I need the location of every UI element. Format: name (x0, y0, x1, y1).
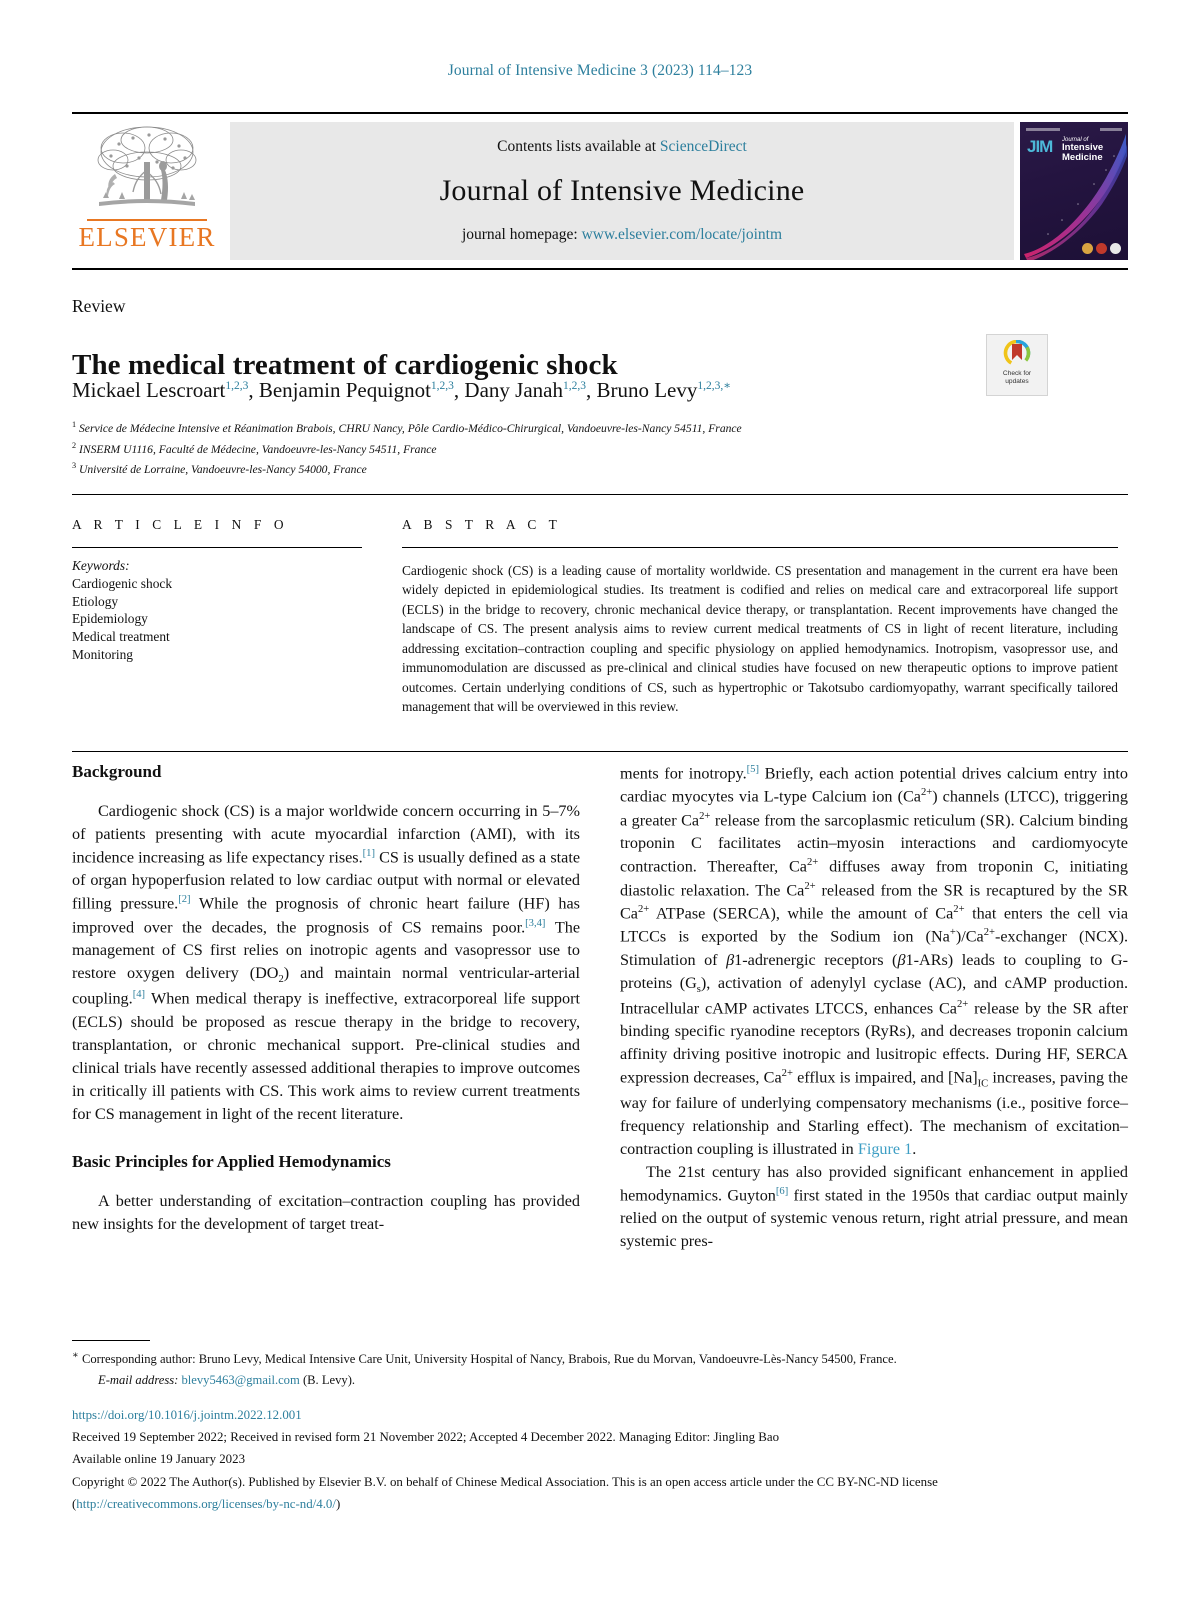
paragraph-guyton: The 21st century has also provided significant enhancement in applied hemodynamics. Guyton[6] first stated in the 1950s that cardiac output mainly relied on the output of systemic venous return, right atrial pressure, and mean systemic pres- (620, 1163, 1128, 1251)
article-type-label: Review (72, 296, 126, 316)
doi-link[interactable]: https://doi.org/10.1016/j.jointm.2022.12.001 (72, 1408, 302, 1422)
contents-prefix: Contents lists available at (497, 138, 660, 155)
copyright-notice (72, 1471, 1128, 1515)
article-info-divider (72, 547, 362, 548)
copyright-text-end: ) (335, 1496, 341, 1511)
cover-journal-name-line1: Journal of (1062, 137, 1089, 143)
homepage-prefix: journal homepage: (461, 226, 582, 243)
crossmark-label-line2: updates (1005, 378, 1029, 386)
abstract-column (402, 517, 1118, 717)
license-link[interactable]: http://creativecommons.org/licenses/by-nc-nd/4.0/ (76, 1496, 336, 1511)
journal-cover-thumbnail[interactable] (1020, 122, 1128, 260)
author-affil-markers: 1,2,3 (562, 380, 586, 392)
author-list (72, 378, 972, 403)
affiliation-item (72, 459, 972, 480)
cover-badge-dots (1082, 243, 1121, 254)
paragraph-inotropy-continued: ments for inotropy.[5] Briefly, each action potential drives calcium entry into cardiac myocytes via L-type Calcium ion $(Ca^{2+})$ channels (LTCC), triggering a greater $Ca^{2+}$ release from the sarcoplasmic reticulum (SR). Calcium binding troponin C facilitates actin–myosin interactions and cardiomyocyte contraction. Thereafter, $Ca^{2+}$ diffuses away from troponin C, initiating diastolic relaxation. The $Ca^{2+}$ released from the SR is recaptured by the SR $Ca^{2+}$ ATPase (SERCA), while the amount of $Ca^{2+}$ that enters the cell via LTCCs is exported by the Sodium ion $(Na^+)/Ca^{2+}$-exchanger (NCX). Stimulation of β1-adrenergic receptors (β1-ARs) leads to coupling to G-proteins $(G_s)$, activation of adenylyl cyclase (AC), and cAMP production. Intracellular cAMP activates LTCCS, enhances $Ca^{2+}$ release by the SR after binding specific ryanodine receptors (RyRs), and decreases troponin calcium affinity driving positive inotropic and lusitropic effects. During HF, SERCA expression decreases, $Ca^{2+}$ efflux is impaired, and $[Na]_{IC}$ increases, paving the way for failure of underlying compensatory mechanisms (i.e., positive force–frequency relationship and Starling effect). The mechanism of excitation–contraction coupling is illustrated in Figure 1. (620, 764, 1129, 1159)
author-sep-1: , (453, 378, 465, 402)
keyword-item: Medical treatment (72, 629, 170, 645)
abstract-text: Cardiogenic shock (CS) is a leading cause of mortality worldwide. CS presentation and management in the current era have been widely depicted in epidemiological studies. Its treatment is codified and relies on medical care and extracorporeal life support (ECLS) in the bridge to recovery, chronic mechanical device therapy, or transplantation. Recent improvements have changed the landscape of CS. The present analysis aims to review current medical treatments of CS in light of recent literature, including addressing excitation–contraction coupling and specific physiology on applied hemodynamics. Inotropism, vasopressor use, and immunomodulation are discussed as pre-clinical and clinical studies have focused on new therapeutic options to improve patient outcomes. Certain underlying conditions of CS, such as hypertrophic or Takotsubo cardiomyopathy, warrant specifically tailored management that will be overviewed in this review. (402, 563, 1118, 715)
contents-available-line (497, 138, 747, 156)
elsevier-tree-icon (89, 122, 205, 218)
email-suffix: (B. Levy). (302, 1372, 356, 1387)
keyword-item: Etiology (72, 593, 119, 609)
abstract-heading: A B S T R A C T (402, 517, 562, 532)
body-column-right (620, 762, 1128, 1253)
keyword-item: Epidemiology (72, 611, 148, 627)
section-heading-basic-principles: Basic Principles for Applied Hemodynamics (72, 1151, 391, 1171)
author-sep-2: , (585, 378, 597, 402)
copyright-text: Copyright © 2022 The Author(s). Published by Elsevier B.V. on behalf of Chinese Medical Association. This is an open access article under the CC BY-NC-ND license ( (72, 1474, 938, 1511)
keyword-item: Cardiogenic shock (72, 575, 173, 591)
affiliation-text: Service de Médecine Intensive et Réanimation Brabois, CHRU Nancy, Pôle Cardio-Médico-Chirurgical, Vandoeuvre-les-Nancy 54511, France (79, 421, 742, 435)
author-affil-markers: 1,2,3,∗ (697, 380, 732, 392)
author-sep-0: , (248, 378, 259, 402)
article-info-heading: A R T I C L E I N F O (72, 517, 289, 532)
affiliation-list (72, 418, 972, 480)
footnote-marker: ∗ (72, 1350, 79, 1361)
affiliation-text: INSERM U1116, Faculté de Médecine, Vandoeuvre-les-Nancy 54511, France (79, 442, 437, 456)
sciencedirect-link[interactable]: ScienceDirect (659, 138, 747, 155)
paragraph-basic-principles: A better understanding of excitation–contraction coupling has provided new insights for the development of target treat- (72, 1191, 580, 1233)
available-online-date: Available online 19 January 2023 (72, 1452, 246, 1467)
author-item[interactable] (596, 378, 731, 402)
article-info-column (72, 517, 362, 664)
elsevier-logo (72, 114, 222, 268)
affiliation-marker: 1 (72, 420, 77, 429)
keywords-list (72, 557, 362, 664)
author-name: Mickael Lescroart (72, 378, 226, 402)
crossmark-check-for-updates-icon (1002, 340, 1032, 368)
author-name: Bruno Levy (596, 378, 698, 402)
email-address-label: E-mail address: (98, 1372, 179, 1387)
author-affil-markers: 1,2,3 (225, 380, 249, 392)
crossmark-badge[interactable] (986, 334, 1048, 396)
footnote-corresponding-text: Corresponding author: Bruno Levy, Medical Intensive Care Unit, University Hospital of Nancy, Brabois, Rue du Morvan, Vandoeuvre-Lès-Nancy 54500, France. (81, 1352, 897, 1367)
body-column-left (72, 762, 580, 1236)
running-head: Journal of Intensive Medicine 3 (2023) 114–123 (447, 62, 753, 79)
crossmark-label-line1: Check for (1002, 370, 1032, 377)
affiliation-text: Université de Lorraine, Vandoeuvre-les-Nancy 54000, France (79, 463, 367, 477)
author-item[interactable] (259, 378, 454, 402)
journal-homepage-link[interactable]: www.elsevier.com/locate/jointm (581, 226, 783, 243)
author-name: Dany Janah (464, 378, 563, 402)
page-footer (72, 1404, 1128, 1515)
keywords-title: Keywords: (72, 558, 130, 573)
keyword-item: Monitoring (72, 647, 134, 663)
affiliation-marker: 3 (72, 461, 77, 471)
corresponding-author-footnote (72, 1348, 1128, 1390)
page-title: The medical treatment of cardiogenic shock (72, 349, 618, 382)
cover-journal-name-line2: Intensive Medicine (1062, 142, 1104, 164)
cover-jim-logo: JIM (1027, 137, 1053, 156)
corresponding-email-link[interactable]: blevy5463@gmail.com (181, 1372, 300, 1387)
masthead-center-panel (230, 122, 1014, 260)
cover-swoosh-graphic (1020, 122, 1128, 260)
affiliation-item (72, 439, 972, 460)
author-item[interactable] (464, 378, 586, 402)
paragraph-background: Cardiogenic shock (CS) is a major worldwide concern occurring in 5–7% of patients presenting with acute myocardial infarction (AMI), with its incidence increasing as life expectancy rises.[1] CS is usually defined as a state of organ hypoperfusion related to low cardiac output with normal or elevated filling pressure.[2] While the prognosis of chronic heart failure (HF) has improved over the decades, the prognosis of CS remains poor.[3,4] The management of CS first relies on inotropic agents and vasopressor use to restore oxygen delivery $(DO_2)$ and maintain normal ventricular-arterial coupling.[4] When medical therapy is ineffective, extracorporeal life support (ECLS) should be proposed as rescue therapy in the bridge to recovery, transplantation, or chronic mechanical support. Pre-clinical studies and clinical trials have recently assessed additional therapies to improve outcomes in critically ill patients with CS. This work aims to review current treatments for CS management in light of the recent literature. (72, 802, 581, 1123)
article-info-abstract-block (72, 494, 1128, 752)
journal-masthead (72, 112, 1128, 270)
body-columns (72, 762, 1128, 1310)
abstract-divider (402, 547, 1118, 548)
author-name: Benjamin Pequignot (258, 378, 431, 402)
affiliation-item (72, 418, 972, 439)
section-heading-background: Background (72, 762, 162, 781)
crossmark-label (1003, 370, 1031, 386)
elsevier-wordmark: ELSEVIER (78, 222, 216, 252)
elsevier-logo-rule (87, 219, 207, 221)
footnote-email-line (72, 1370, 1128, 1390)
journal-title: Journal of Intensive Medicine (439, 174, 805, 207)
journal-homepage-line (462, 226, 782, 244)
author-affil-markers: 1,2,3 (430, 380, 454, 392)
received-dates: Received 19 September 2022; Received in revised form 21 November 2022; Accepted 4 December 2022. Managing Editor: Jingling Bao (72, 1430, 780, 1445)
author-item[interactable] (72, 378, 248, 402)
affiliation-marker: 2 (72, 440, 77, 450)
footnote-divider (72, 1340, 150, 1341)
